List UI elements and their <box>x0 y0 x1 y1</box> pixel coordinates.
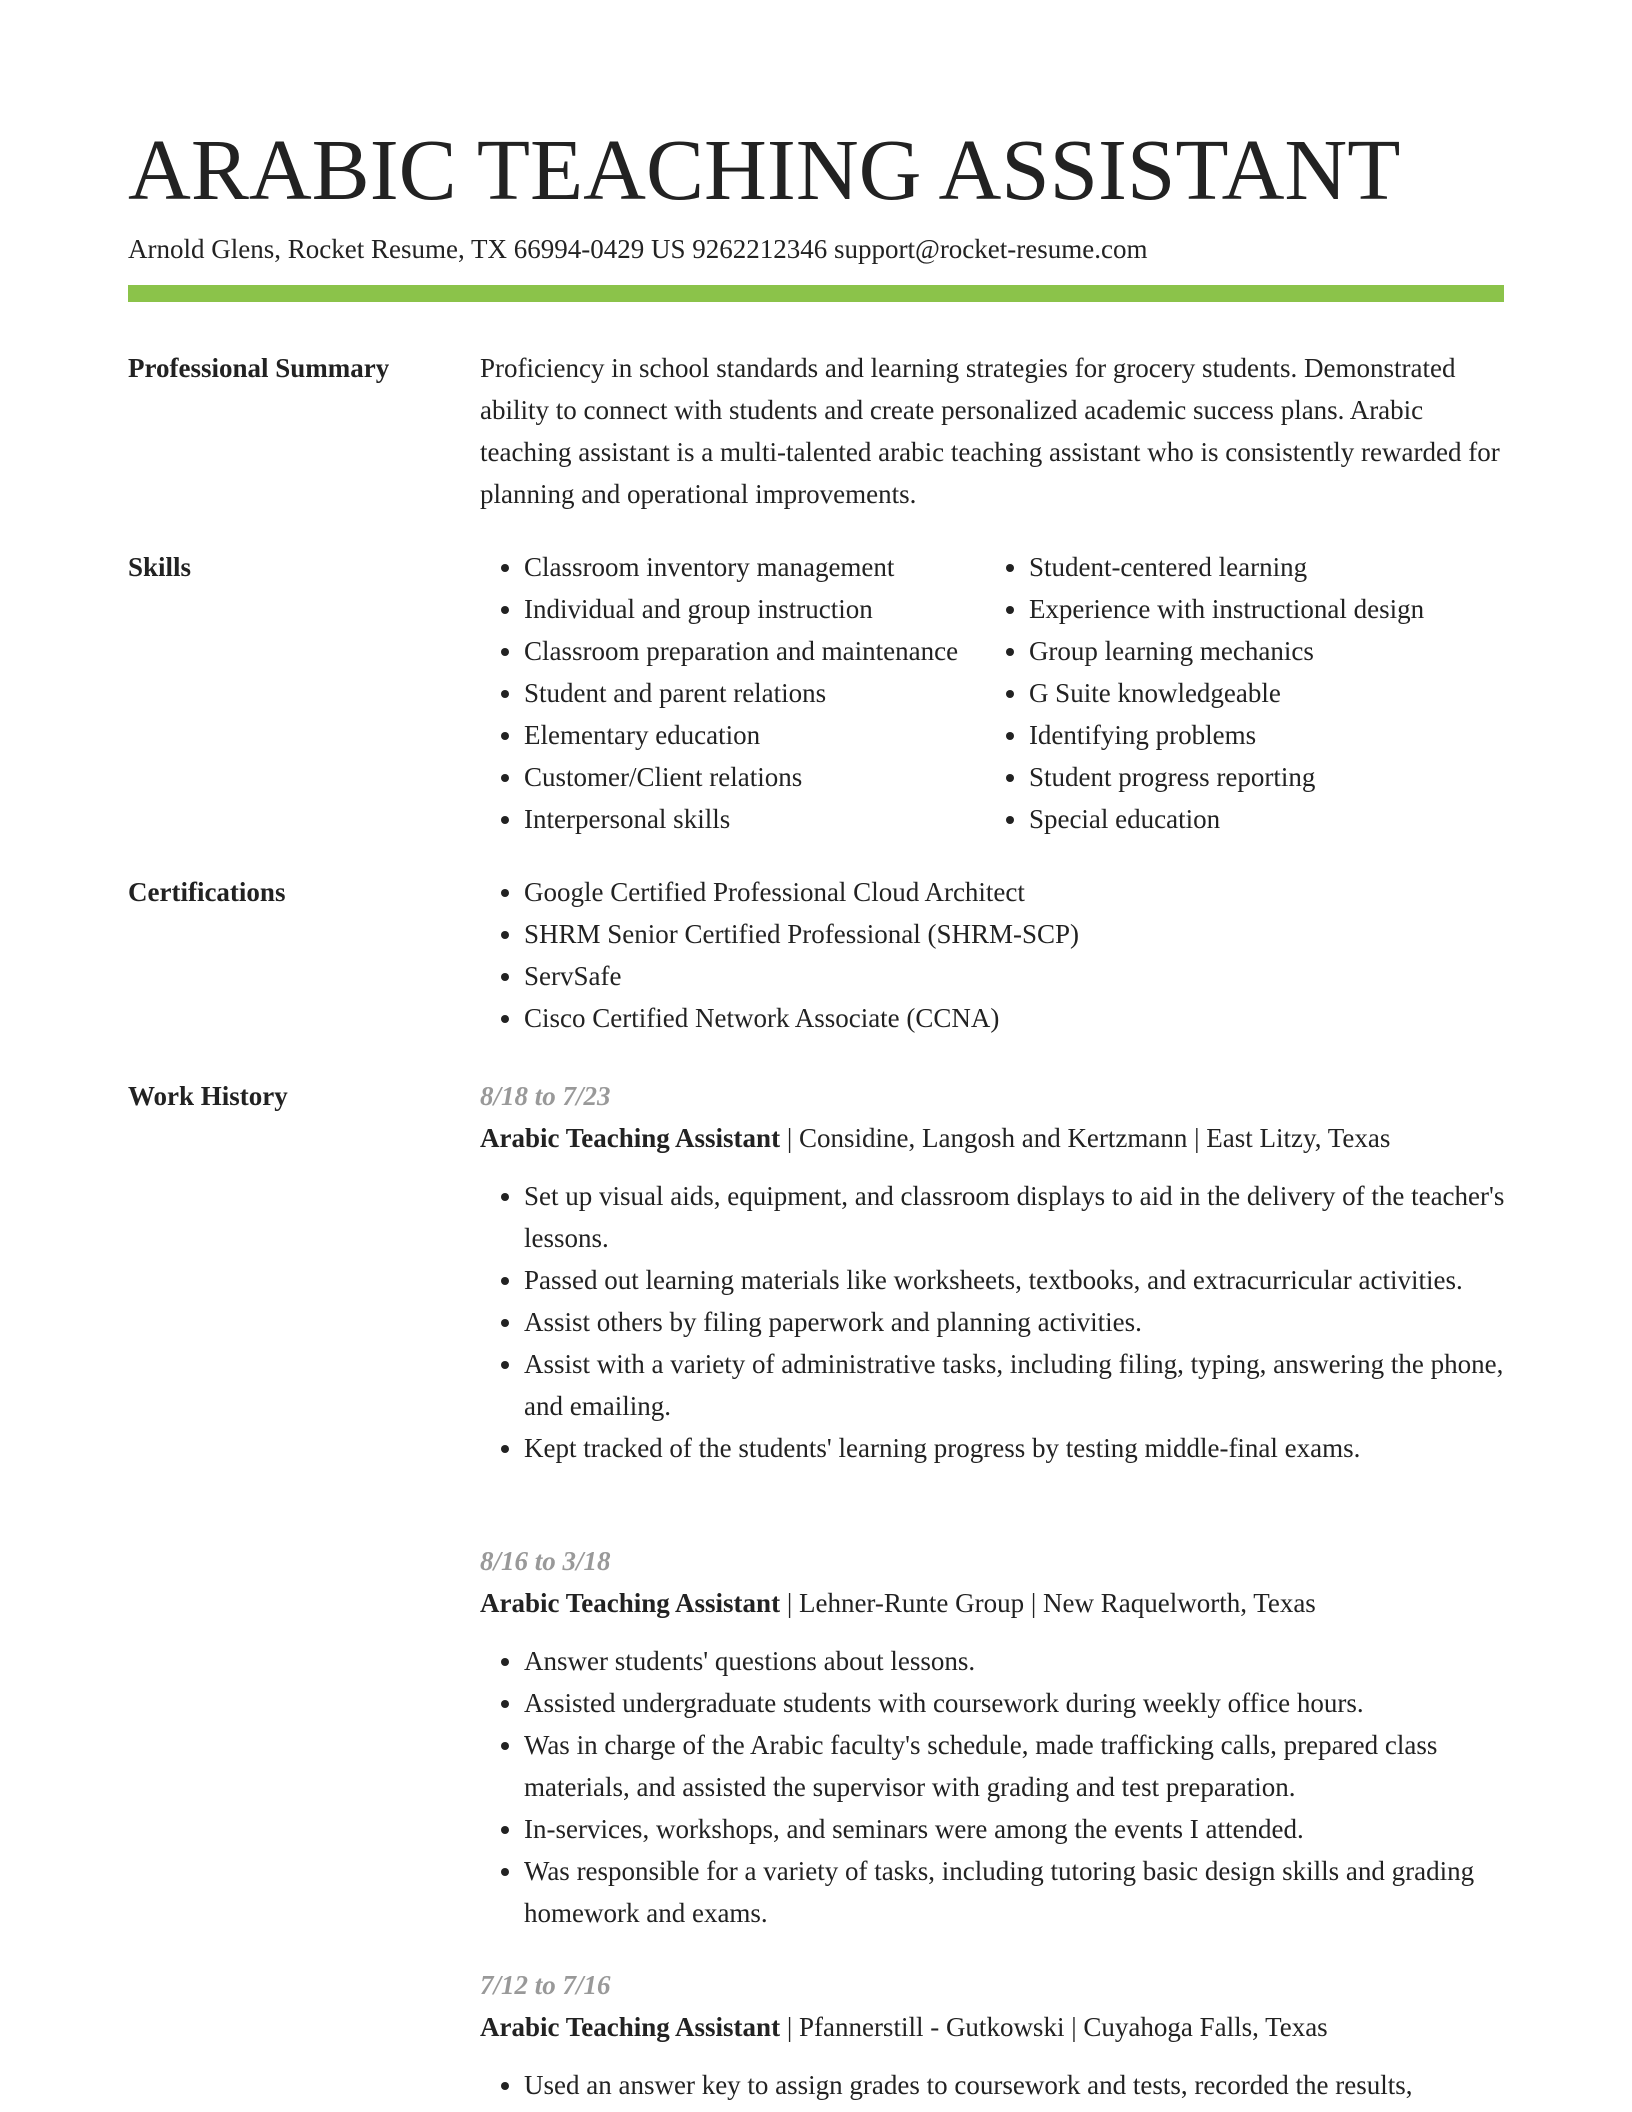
skill-item: • Experience with instructional design <box>1029 588 1510 630</box>
work-history-heading: Work History <box>128 1081 288 1111</box>
job-bullet: • In-services, workshops, and seminars were among the events I attended. <box>524 1808 1510 1850</box>
certifications-list <box>480 871 1510 1039</box>
header-divider <box>128 285 1504 302</box>
job-dates: 8/18 to 7/23 <box>480 1081 611 1111</box>
certification-item: • SHRM Senior Certified Professional (SHRM-SCP) <box>524 913 1510 955</box>
job-title: Arabic Teaching Assistant <box>480 2012 781 2042</box>
skill-item: • Identifying problems <box>1029 714 1510 756</box>
job-bullet-list <box>480 1175 1510 1469</box>
job-bullet: • Was in charge of the Arabic faculty's schedule, made trafficking calls, prepared class materials, and assisted the supervisor with grading and test preparation. <box>524 1724 1510 1808</box>
contact-line: Arnold Glens, Rocket Resume, TX 66994-0429 US 9262212346 support@rocket-resume.com <box>128 234 1148 264</box>
skill-item: • Classroom preparation and maintenance <box>524 630 985 672</box>
skill-item: • Classroom inventory management <box>524 546 985 588</box>
summary-text: Proficiency in school standards and learning strategies for grocery students. Demonstrated ability to connect with students and create personalized academic success plans. Arabic teaching assistant is a multi-talented arabic teaching assistant who is consistently rewarded for planning and operational improvements. <box>480 353 1500 509</box>
certifications-heading: Certifications <box>128 877 286 907</box>
job-title: Arabic Teaching Assistant <box>480 1588 781 1618</box>
certification-item: • Cisco Certified Network Associate (CCNA) <box>524 997 1510 1039</box>
job-title: Arabic Teaching Assistant <box>480 1123 781 1153</box>
skills-list-right <box>985 546 1510 840</box>
skills-heading: Skills <box>128 552 192 582</box>
job-details: | Lehner-Runte Group | New Raquelworth, Texas <box>780 1588 1316 1618</box>
job-bullet: • Assist with a variety of administrative tasks, including filing, typing, answering the phone, and emailing. <box>524 1343 1510 1427</box>
skill-item: • G Suite knowledgeable <box>1029 672 1510 714</box>
job-bullet: • Set up visual aids, equipment, and classroom displays to aid in the delivery of the teacher's lessons. <box>524 1175 1510 1259</box>
skill-item: • Customer/Client relations <box>524 756 985 798</box>
skill-item: • Student progress reporting <box>1029 756 1510 798</box>
job-bullet: • Assisted undergraduate students with coursework during weekly office hours. <box>524 1682 1510 1724</box>
job-bullet: • Passed out learning materials like worksheets, textbooks, and extracurricular activities. <box>524 1259 1510 1301</box>
job-title-line <box>480 1582 1510 1624</box>
job-bullet: • Used an answer key to assign grades to coursework and tests, recorded the results, <box>524 2064 1510 2106</box>
job-bullet-list <box>480 2064 1510 2106</box>
skills-body <box>480 546 1510 840</box>
skill-item: • Student and parent relations <box>524 672 985 714</box>
job-details: | Pfannerstill - Gutkowski | Cuyahoga Falls, Texas <box>780 2012 1328 2042</box>
skills-list-left <box>480 546 985 840</box>
job-dates: 7/12 to 7/16 <box>480 1970 611 2000</box>
job-dates: 8/16 to 3/18 <box>480 1546 611 1576</box>
skill-item: • Group learning mechanics <box>1029 630 1510 672</box>
job-details: | Considine, Langosh and Kertzmann | East Litzy, Texas <box>780 1123 1391 1153</box>
job-title-line <box>480 2006 1510 2048</box>
skill-item: • Interpersonal skills <box>524 798 985 840</box>
certifications-body <box>480 871 1510 1039</box>
certification-item: • ServSafe <box>524 955 1510 997</box>
skill-item: • Student-centered learning <box>1029 546 1510 588</box>
job-bullet-list <box>480 1640 1510 1934</box>
job-bullet: • Answer students' questions about lessons. <box>524 1640 1510 1682</box>
certification-item: • Google Certified Professional Cloud Architect <box>524 871 1510 913</box>
summary-body <box>480 347 1510 515</box>
job-bullet: • Was responsible for a variety of tasks, including tutoring basic design skills and grading homework and exams. <box>524 1850 1510 1934</box>
job-bullet: • Assist others by filing paperwork and planning activities. <box>524 1301 1510 1343</box>
job-bullet: • Kept tracked of the students' learning progress by testing middle-final exams. <box>524 1427 1510 1469</box>
job-title-line <box>480 1117 1510 1159</box>
skill-item: • Special education <box>1029 798 1510 840</box>
summary-heading: Professional Summary <box>128 353 390 383</box>
resume-name: ARABIC TEACHING ASSISTANT <box>128 121 1401 218</box>
skill-item: • Elementary education <box>524 714 985 756</box>
skill-item: • Individual and group instruction <box>524 588 985 630</box>
